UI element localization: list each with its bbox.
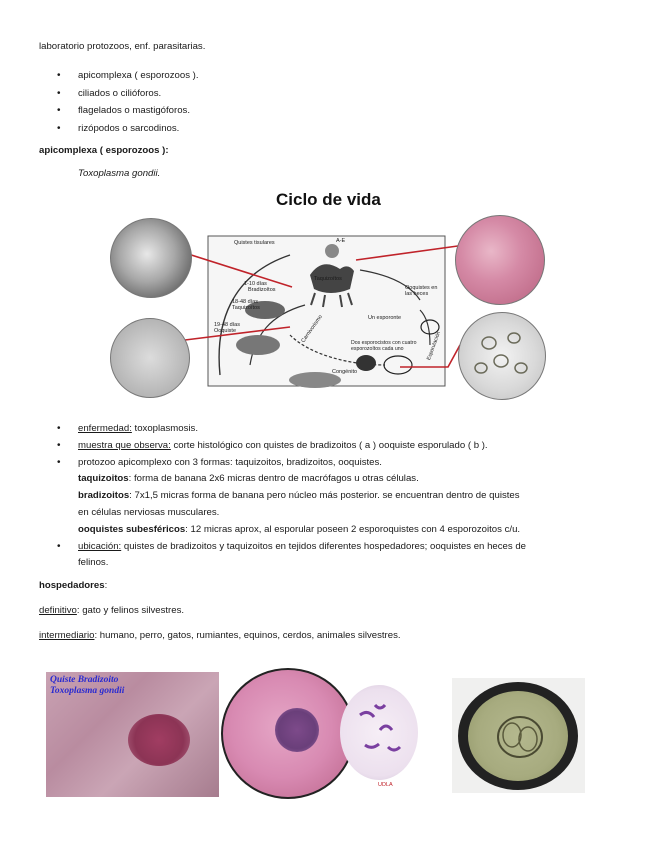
brain-micrograph-image xyxy=(110,218,192,298)
definitivo-label: definitivo xyxy=(39,605,77,616)
label-days3: 19-48 días xyxy=(214,322,240,328)
bradizoitos-line xyxy=(78,488,638,505)
intermediario-line xyxy=(39,630,401,641)
definitivo-value: : gato y felinos silvestres. xyxy=(76,605,185,616)
taquizoitos-label: taquizoitos xyxy=(78,473,129,485)
figure-title: Ciclo de vida xyxy=(276,190,381,209)
label-bradizoitos: Bradizoítos xyxy=(248,287,276,293)
ooquistes-value: : 12 micras aprox, al esporular poseen 2 esporoquistes con 4 esporozoitos c/u. xyxy=(185,523,521,535)
list-item xyxy=(78,539,638,556)
taquizoitos-value: : forma de banana 2x6 micras dentro de macrófagos u otras células. xyxy=(128,473,419,485)
hospedadores-heading: hospedadores: xyxy=(39,580,108,591)
label-taquizoitos2: Taquizoítos xyxy=(232,305,260,311)
definitivo-line xyxy=(39,605,184,616)
protozoa-groups-list xyxy=(78,67,199,137)
enfermedad-value: toxoplasmosis. xyxy=(131,423,198,434)
label-quistes-tisulares: Quistes tisulares xyxy=(234,240,275,246)
muestra-label: muestra que observa: xyxy=(78,439,171,451)
tachyzoite-smear-photo xyxy=(340,685,418,780)
bradizoitos-value: : 7x1,5 micras forma de banana pero núcleo más posterior. se encuentran dentro de quistes xyxy=(129,490,520,502)
oocyst-dark-drawing xyxy=(356,355,376,371)
label-ooquiste: Ooquiste xyxy=(214,328,237,334)
formas-text: protozoo apicomplexo con 3 formas: taquizoitos, bradizoitos, ooquistes. xyxy=(78,456,382,468)
diagram-frame xyxy=(208,236,445,386)
muestra-value: corte histológico con quistes de bradizoitos ( a ) ooquiste esporulado ( b ). xyxy=(170,439,488,451)
label-ooquistes-heces: Ooquistes en xyxy=(405,285,438,291)
list-item: • ciliados o cilióforos. xyxy=(78,85,199,103)
ubicacion-line2: felinos. xyxy=(78,557,109,569)
oocyst-shapes xyxy=(459,313,545,399)
label-taquizoitos: Taquizoítos xyxy=(314,276,342,282)
ooquistes-line xyxy=(78,522,638,539)
photo-caption xyxy=(50,675,124,697)
photo-caption-line2: Toxoplasma gondii xyxy=(50,686,125,696)
bradizoitos-line2: en células nerviosas musculares. xyxy=(78,506,220,518)
mouse-drawing xyxy=(325,244,339,258)
details-section xyxy=(78,421,638,572)
apicomplexa-heading: apicomplexa ( esporozoos ): xyxy=(39,145,169,156)
list-item xyxy=(78,421,638,438)
tissue-cyst-micrograph-image xyxy=(110,318,190,398)
cyst-shape xyxy=(128,714,190,766)
list-item xyxy=(78,438,638,455)
list-item: • apicomplexa ( esporozoos ). xyxy=(78,67,199,85)
label-days2: 18-48 días xyxy=(232,299,258,305)
bradizoitos-label: bradizoitos xyxy=(78,490,130,502)
label-congenito: Congénito xyxy=(332,369,358,375)
label-ae: A-E xyxy=(336,238,346,244)
list-item xyxy=(78,455,638,472)
bradyzoite-cyst-photo xyxy=(46,672,219,797)
oocyst-photo xyxy=(452,678,585,793)
label-esporulacion: Esporulación xyxy=(426,330,442,362)
label-days1: 1-10 días xyxy=(244,281,267,287)
label-ooquistes-heces2: las heces xyxy=(405,291,429,297)
label-carnivorismo: Carnivorismo xyxy=(300,314,324,344)
intermediario-label: intermediario xyxy=(39,630,95,641)
oocyst-sporocysts xyxy=(468,691,568,781)
hospedadores-label: hospedadores xyxy=(39,580,105,591)
tachyzoite-micrograph-image xyxy=(455,215,545,305)
oocyst-micrograph-image xyxy=(458,312,546,400)
cyst-shape xyxy=(275,708,319,752)
ubicacion-value: quistes de bradizoitos y taquizoitos en tejidos diferentes hospedadores; ooquistes en heces de xyxy=(121,540,527,552)
udla-logo-text: UDLA xyxy=(378,782,393,788)
intermediario-value: : humano, perro, gatos, rumiantes, equinos, cerdos, animales silvestres. xyxy=(94,630,401,641)
list-item: • flagelados o mastigóforos. xyxy=(78,102,199,120)
ooquistes-label: ooquistes subesféricos xyxy=(78,523,186,535)
taquizoitos-line xyxy=(78,471,638,488)
list-item: • rizópodos o sarcodinos. xyxy=(78,120,199,138)
oocyst-field xyxy=(468,691,568,781)
ubicacion-label: ubicación: xyxy=(78,540,122,552)
label-un-esporonte: Un esporonte xyxy=(368,315,402,321)
tachyzoite-shapes xyxy=(340,685,418,780)
he-stain-cyst-photo xyxy=(221,668,355,799)
label-dos-esporocistos2: esporozoítos cada uno xyxy=(351,346,404,352)
photo-caption-line1: Quiste Bradizoito xyxy=(50,675,119,685)
bird-drawing xyxy=(236,335,280,355)
label-dos-esporocistos: Dos esporocistos con cuatro xyxy=(351,340,417,346)
intro-text: laboratorio protozoos, enf. parasitarias. xyxy=(39,41,206,52)
enfermedad-label: enfermedad: xyxy=(78,423,132,434)
species-name: Toxoplasma gondii. xyxy=(78,168,161,179)
